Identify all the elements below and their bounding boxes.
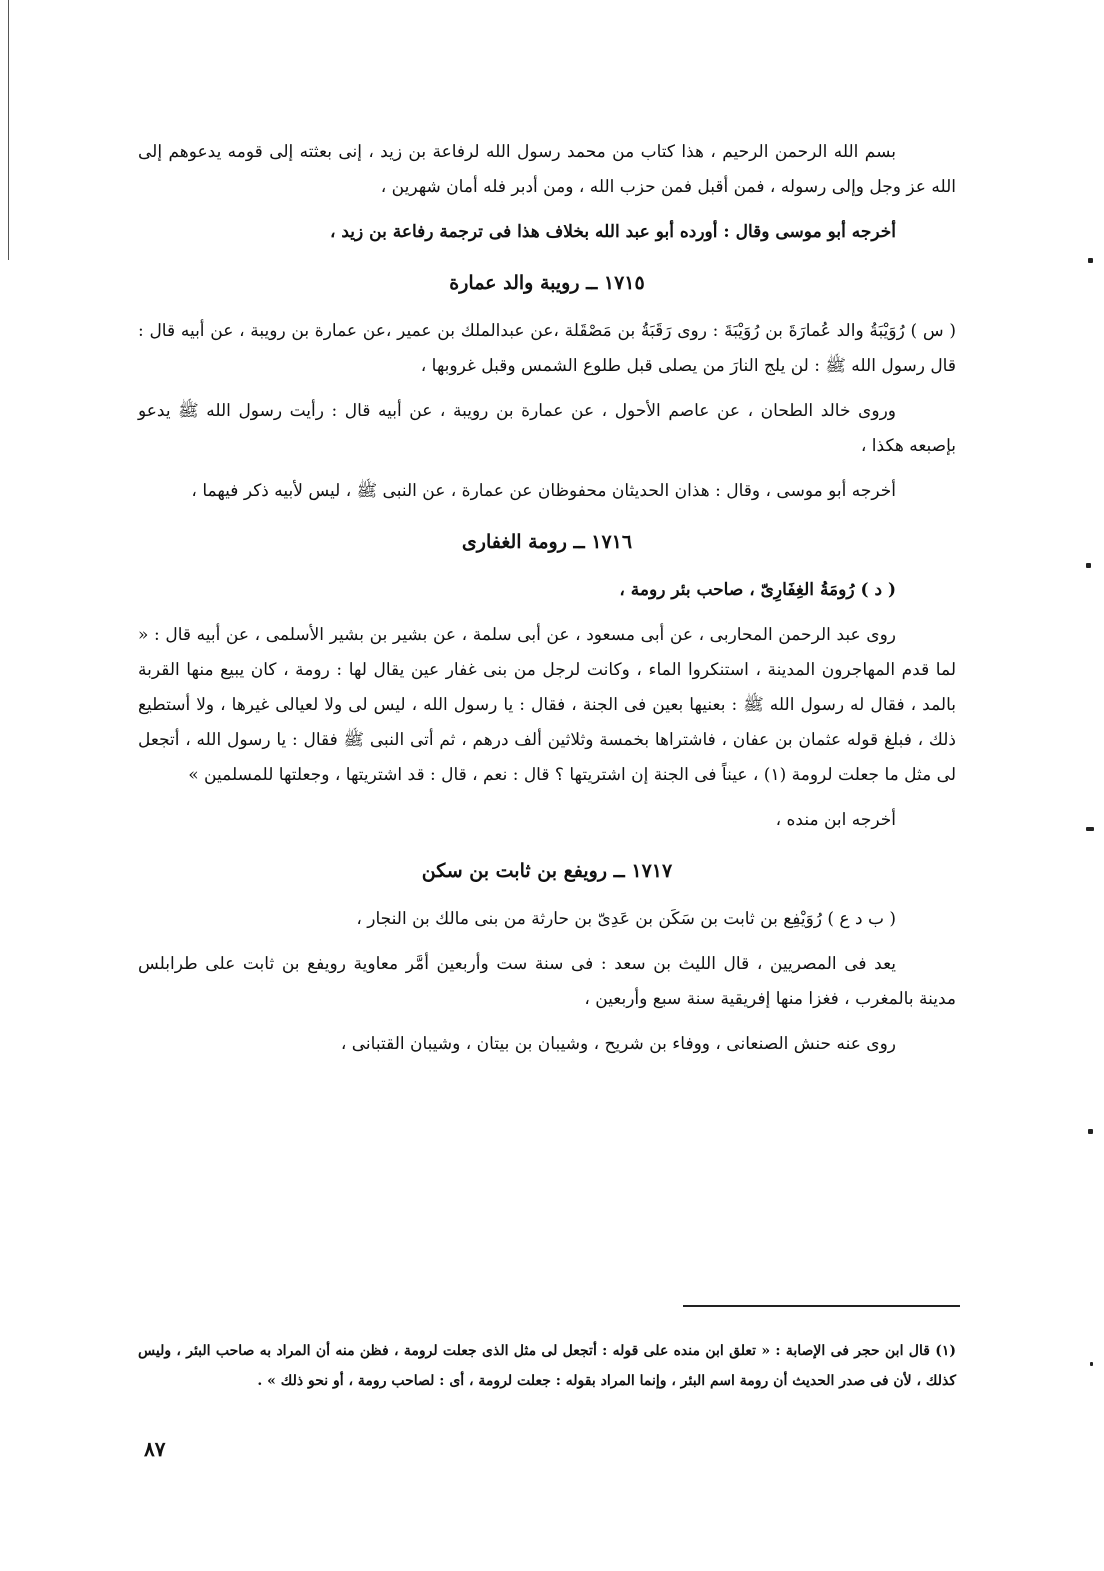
intro-paragraph: بسم الله الرحمن الرحيم ، هذا كتاب من محمد رسول الله لرفاعة بن زيد ، إنى بعثته إلى قومه يدعوهم إلى الله عز وجل وإلى رسوله ، فمن أقبل فمن حزب الله ، ومن أدبر فله أمان شهرين ، [138,142,956,197]
scan-speck [1086,827,1094,831]
footnote: (١) قال ابن حجر فى الإصابة : « تعلق ابن منده على قوله : أتجعل لى مثل الذى جعلت لرومة ، فظن منه أن المراد به صاحب البئر ، وليس كذلك ، لأن فى صدر الحديث أن رومة اسم البئر ، وإنما المراد بقوله : جعلت لرومة ، أى : لصاحب رومة ، أو نحو ذلك » . [138,1343,956,1389]
entry-paragraph: أخرجه ابن منده ، [775,810,896,830]
source-note: أخرجه أبو موسى وقال : أورده أبو عبد الله بخلاف هذا فى ترجمة رفاعة بن زيد ، [329,222,896,242]
entry-heading-1715: ١٧١٥ ــ رويبة والد عمارة [449,272,645,294]
entry-paragraph: ( د ) رُومَةُ الغِفَارِىّ ، صاحب بئر رومة ، [619,580,896,600]
entry-paragraph: يعد فى المصريين ، قال الليث بن سعد : فى سنة ست وأربعين أمَّر معاوية رويفع بن ثابت على طرابلس مدينة بالمغرب ، فغزا منها إفريقية سنة سبع وأربعين ، [138,954,956,1009]
main-text [138,135,956,1072]
entry-heading-1717: ١٧١٧ ــ رويفع بن ثابت بن سكن [421,860,673,882]
entry-paragraph: أخرجه أبو موسى ، وقال : هذان الحديثان محفوظان عن عمارة ، عن النبى ﷺ ، ليس لأبيه ذكر فيهما ، [191,481,896,501]
entry-heading-1716: ١٧١٦ ــ رومة الغفارى [461,531,633,553]
entry-paragraph: وروى خالد الطحان ، عن عاصم الأحول ، عن عمارة بن رويبة ، عن أبيه قال : رأيت رسول الله ﷺ يدعو بإصبعه هكذا ، [138,401,956,456]
scan-edge-line [8,0,9,260]
scan-speck [1086,563,1091,568]
entry-paragraph: روى عبد الرحمن المحاربى ، عن أبى مسعود ، عن أبى سلمة ، عن بشير بن بشير الأسلمى ، عن أبيه قال : « لما قدم المهاجرون المدينة ، استنكروا الماء ، وكانت لرجل من بنى غفار عين يقال لها : رومة ، كان يبيع منها القربة بالمد ، فقال له رسول الله ﷺ : بعنيها بعين فى الجنة ، فقال : يا رسول الله ، ليس لى ولا لعيالى غيرها ، ولا أستطيع ذلك ، فبلغ قوله عثمان بن عفان ، فاشتراها بخمسة وثلاثين ألف درهم ، ثم أتى النبى ﷺ فقال : يا رسول الله ، أتجعل لى مثل ما جعلت لرومة (١) ، عيناً فى الجنة إن اشتريتها ؟ قال : نعم ، قال : قد اشتريتها ، وجعلتها للمسلمين » [138,625,956,785]
scan-speck [1088,258,1093,263]
page-number: ٨٧ [144,1437,166,1461]
entry-paragraph: ( ب د ع ) رُوَيْفِع بن ثابت بن سَكَن بن عَدِىّ بن حارثة من بنى مالك بن النجار ، [356,909,896,929]
scan-speck [1088,1129,1093,1134]
footnote-separator [683,1305,960,1307]
scan-speck [1090,1362,1093,1366]
entry-paragraph: روى عنه حنش الصنعانى ، ووفاء بن شريح ، وشيبان بن بيتان ، وشيبان القتبانى ، [340,1034,896,1054]
entry-paragraph: ( س ) رُوَيْبَةُ والد عُمارَةَ بن رُوَيْبَةَ : روى رَقَبَةُ بن مَصْقَلة ،عن عبدالملك بن عمير ،عن عمارة بن رويبة ، عن أبيه قال : قال رسول الله ﷺ : لن يلج النارَ من يصلى قبل طلوع الشمس وقبل غروبها ، [138,321,956,376]
